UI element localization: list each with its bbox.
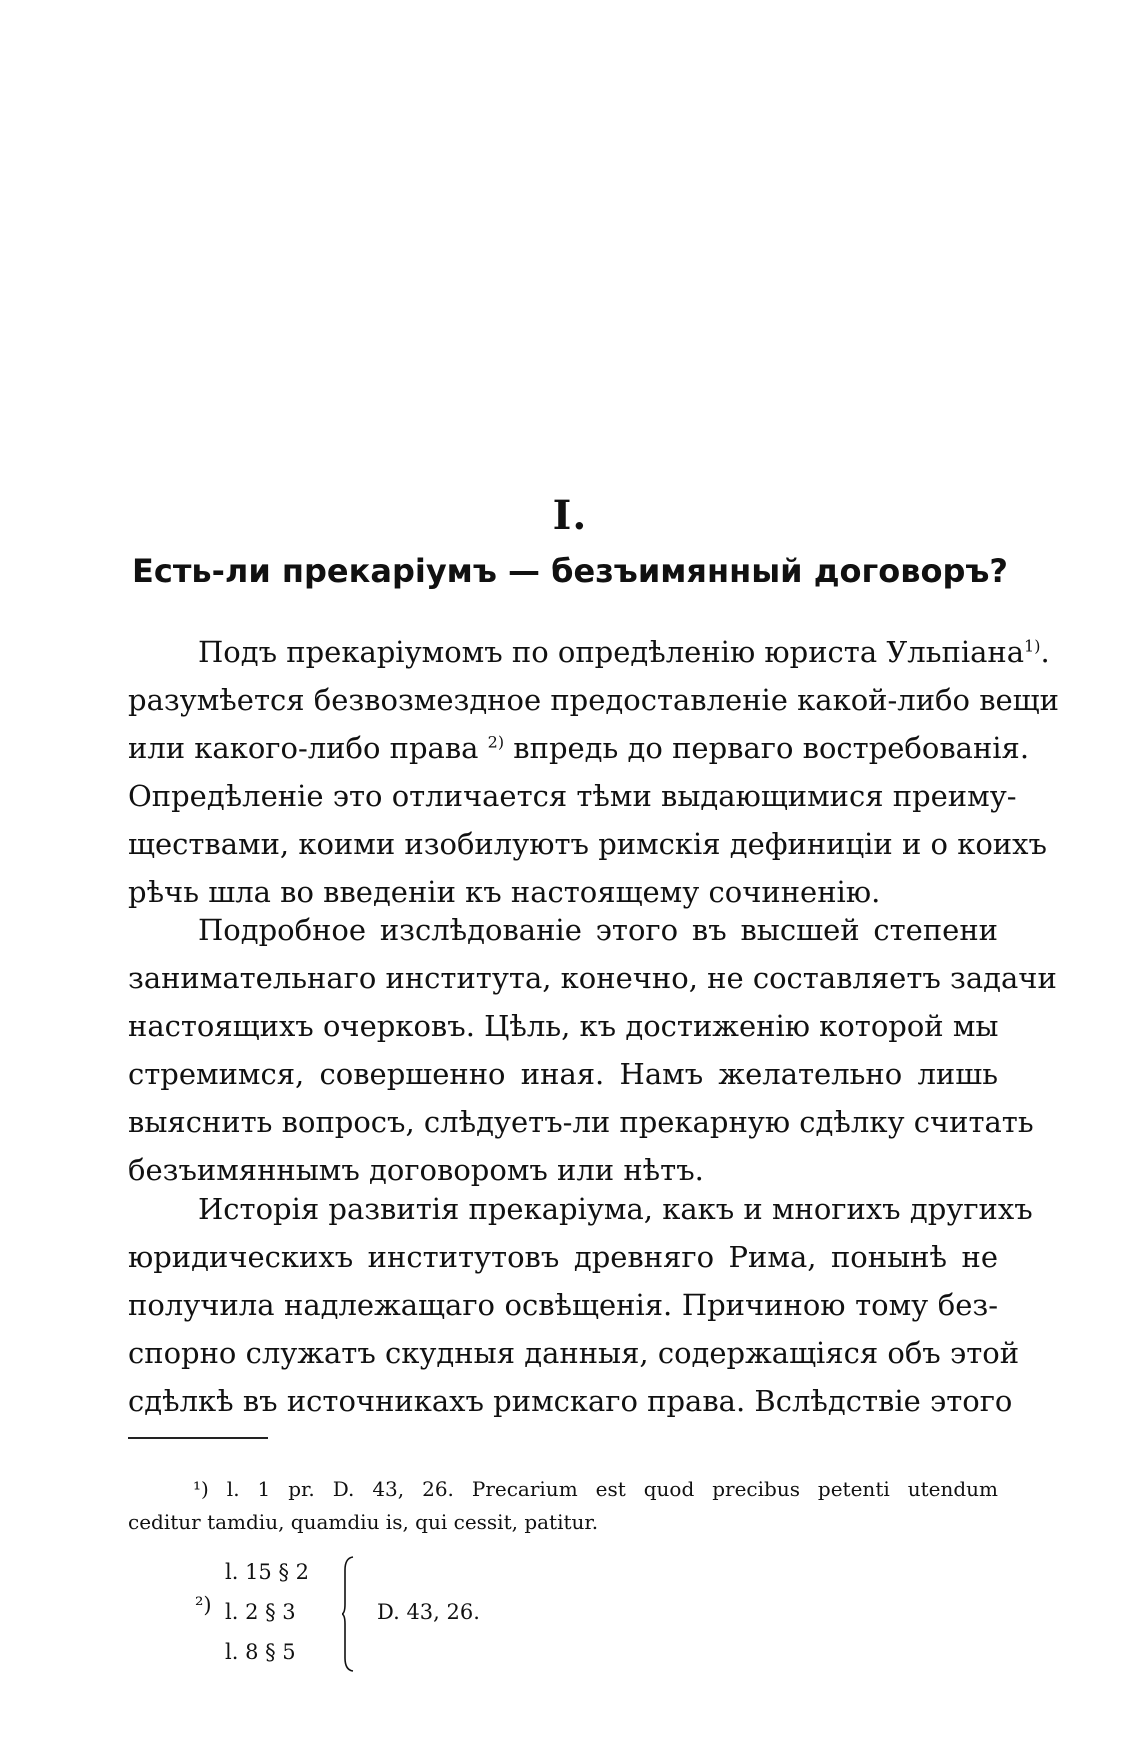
paragraph-line: сдѣлкѣ въ источникахъ римскаго права. Вслѣдствіе этого (128, 1384, 1013, 1418)
footnote-target: D. 43, 26. (377, 1600, 480, 1624)
paragraph-line: спорно служатъ скудныя данныя, содержащіяся объ этой (128, 1336, 1020, 1370)
footnote-text: l. 1 pr. D. 43, 26. Precarium est quod precibus petenti utendum (226, 1477, 998, 1501)
line-punct: . (1040, 635, 1050, 669)
footnote-line: ceditur tamdiu, quamdiu is, qui cessit, patitur. (128, 1510, 599, 1534)
paragraph-line: получила надлежащаго освѣщенія. Причиною тому без- (128, 1288, 998, 1322)
paragraph-line: Исторія развитія прекаріума, какъ и многихъ другихъ (198, 1192, 1033, 1226)
paragraph-line: настоящихъ очерковъ. Цѣль, къ достиженію которой мы (128, 1009, 999, 1043)
footnote-marker: ²) (195, 1593, 212, 1617)
line-text: Подъ прекаріумомъ по опредѣленію юриста Ульпіана (198, 635, 1025, 669)
footnote-ref-1: 1) (1024, 636, 1041, 656)
chapter-number: I. (552, 492, 588, 539)
paragraph-line: занимательнаго института, конечно, не составляетъ задачи (128, 961, 1057, 995)
footnote-ref-item: l. 8 § 5 (225, 1640, 296, 1664)
footnote-ref-2: 2) (487, 732, 505, 752)
paragraph-line: разумѣется безвозмездное предоставленіе какой-либо вещи (128, 683, 1059, 717)
footnote-ref-item: l. 15 § 2 (225, 1560, 309, 1584)
line-text: или какого-либо права (128, 731, 479, 765)
footnote-1 (128, 1473, 998, 1539)
paragraph-line: выяснить вопросъ, слѣдуетъ-ли прекарную сдѣлку считать (128, 1105, 1034, 1139)
paragraph-line: ществами, коими изобилуютъ римскія дефиниціи и о коихъ (128, 827, 1047, 861)
paragraph-line: юридическихъ институтовъ древняго Рима, понынѣ не (128, 1240, 998, 1274)
chapter-title: Есть-ли прекаріумъ — безъимянный договоръ? (132, 552, 1008, 590)
paragraph-line: Подробное изслѣдованіе этого въ высшей степени (198, 913, 998, 947)
paragraph-1 (128, 628, 1059, 916)
paragraph-line (128, 628, 1050, 676)
paragraph-line: рѣчь шла во введеніи къ настоящему сочиненію. (128, 875, 881, 909)
footnote-ref-item: l. 2 § 3 (225, 1600, 296, 1624)
paragraph-2 (128, 906, 1057, 1194)
paragraph-line: безъимяннымъ договоромъ или нѣтъ. (128, 1153, 704, 1187)
paragraph-line: стремимся, совершенно иная. Намъ желательно лишь (128, 1057, 998, 1091)
paragraph-3 (128, 1185, 1033, 1425)
footnote-line (128, 1473, 998, 1506)
footnote-divider (128, 1437, 268, 1439)
line-text: впредь до перваго востребованія. (513, 731, 1030, 765)
paragraph-line: Опредѣленіе это отличается тѣми выдающимися преиму- (128, 779, 1017, 813)
curly-brace-icon (342, 1556, 354, 1672)
footnote-ref-list (225, 1552, 309, 1672)
paragraph-line (128, 724, 1030, 772)
footnote-marker: ¹) (193, 1477, 209, 1501)
